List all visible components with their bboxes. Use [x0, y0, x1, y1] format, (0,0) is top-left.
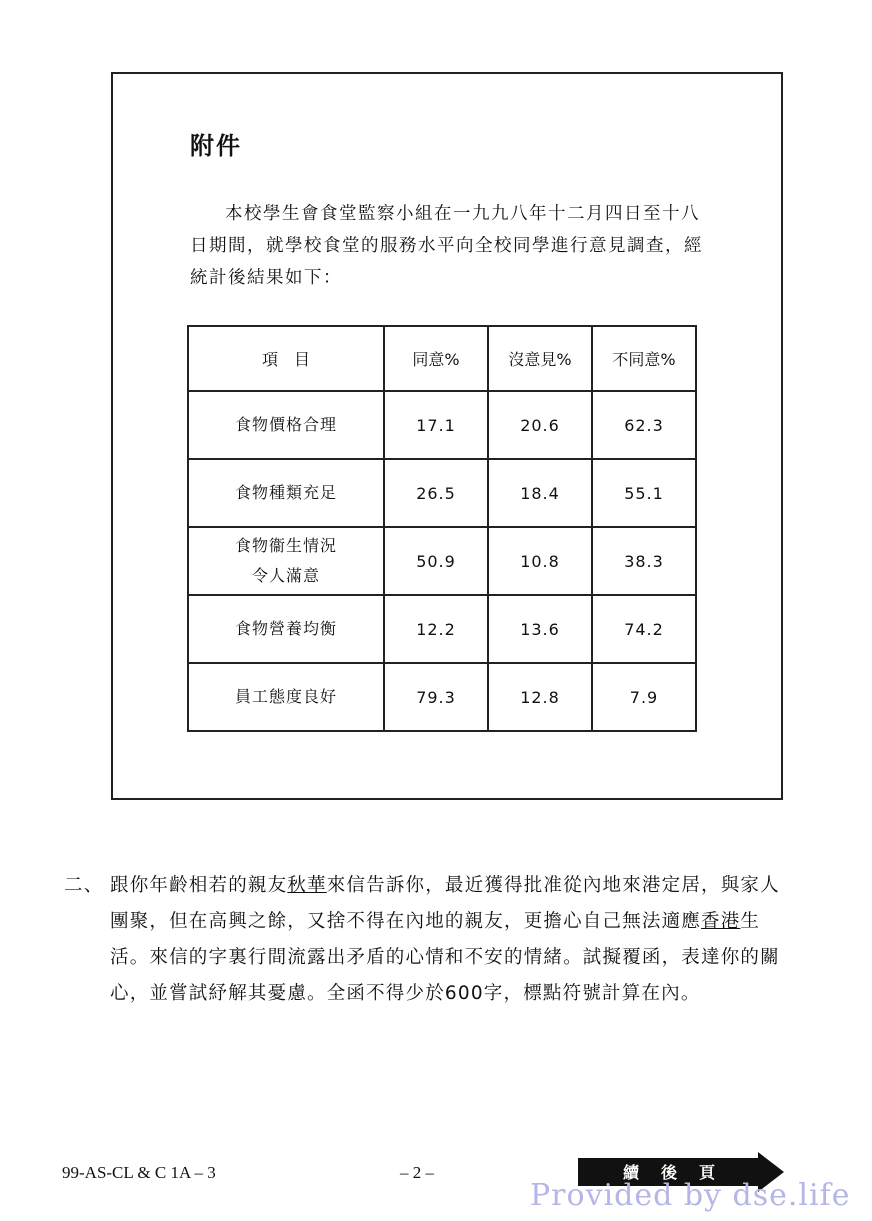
row-agree: 50.9 [384, 527, 488, 595]
question-name: 秋華 [287, 875, 327, 896]
row-disagree: 74.2 [592, 595, 696, 663]
row-item: 員工態度良好 [188, 663, 384, 731]
header-disagree: 不同意% [592, 326, 696, 391]
row-item-line2: 令人滿意 [251, 566, 320, 585]
table-row [188, 391, 696, 459]
table-row [188, 595, 696, 663]
row-item [188, 527, 384, 595]
question-number: 二、 [64, 875, 104, 896]
question-text-part1: 跟你年齡相若的親友 [110, 875, 288, 896]
continue-label: 續後頁 [622, 1163, 737, 1182]
row-agree: 12.2 [384, 595, 488, 663]
table-row [188, 527, 696, 595]
row-neutral: 12.8 [488, 663, 592, 731]
row-disagree: 38.3 [592, 527, 696, 595]
header-item: 項 目 [188, 326, 384, 391]
header-agree: 同意% [384, 326, 488, 391]
row-item: 食物營養均衡 [188, 595, 384, 663]
row-neutral: 20.6 [488, 391, 592, 459]
page-number: – 2 – [400, 1163, 434, 1182]
row-item: 食物種類充足 [188, 459, 384, 527]
appendix-intro [190, 198, 710, 294]
question-text-part2: 來信告訴你，最近獲得批准從內地來港定居，與家人團聚，但在高興之餘，又捨不得在內地的親友，更擔心自己無法適應 [110, 875, 780, 932]
header-neutral: 沒意見% [488, 326, 592, 391]
table-row [188, 663, 696, 731]
question-two [64, 868, 804, 1012]
row-neutral: 13.6 [488, 595, 592, 663]
row-agree: 17.1 [384, 391, 488, 459]
row-item: 食物價格合理 [188, 391, 384, 459]
row-agree: 26.5 [384, 459, 488, 527]
row-neutral: 18.4 [488, 459, 592, 527]
question-place: 香港 [701, 911, 741, 932]
row-agree: 79.3 [384, 663, 488, 731]
row-item-line1: 食物衞生情況 [234, 536, 337, 555]
table-row [188, 459, 696, 527]
paper-code: 99-AS-CL & C 1A – 3 [62, 1163, 216, 1182]
question-text [110, 868, 790, 1012]
survey-table [187, 325, 697, 732]
question-text-part3: 生活。來信的字裏行間流露出矛盾的心情和不安的情緒。試擬覆函，表達你的關心，並嘗試紓解其憂慮。全函不得少於600字，標點符號計算在內。 [110, 911, 780, 1004]
row-disagree: 7.9 [592, 663, 696, 731]
appendix-title: 附件 [190, 132, 242, 160]
table-header-row [188, 326, 696, 391]
row-disagree: 55.1 [592, 459, 696, 527]
row-disagree: 62.3 [592, 391, 696, 459]
watermark: Provided by dse.life [530, 1178, 851, 1213]
appendix-intro-text: 本校學生會食堂監察小組在一九九八年十二月四日至十八日期間，就學校食堂的服務水平向全校同學進行意見調查，經統計後結果如下： [190, 204, 703, 288]
row-neutral: 10.8 [488, 527, 592, 595]
